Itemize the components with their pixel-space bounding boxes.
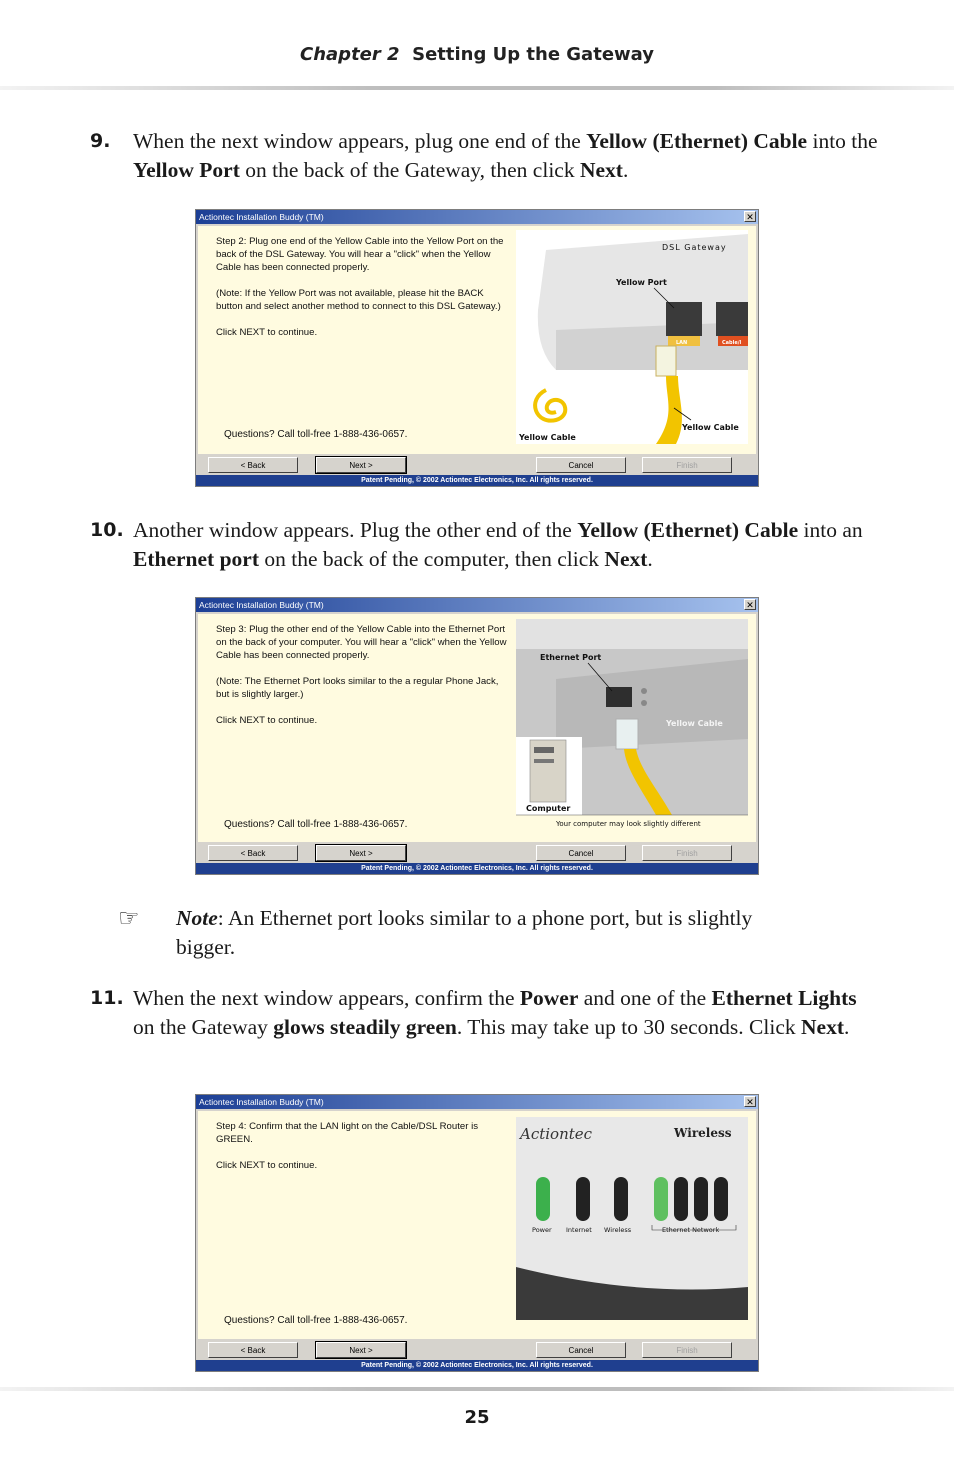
text-run: on the back of the computer, then click <box>259 547 605 571</box>
step-text <box>133 516 880 574</box>
bold-text: Yellow Port <box>133 158 240 182</box>
text-run: . <box>647 547 653 571</box>
text-run: . This may take up to 30 seconds. Click <box>456 1015 802 1039</box>
title-bar <box>196 598 758 612</box>
text-run: into the <box>807 129 878 153</box>
cable-port-label: Cable/l <box>722 340 742 346</box>
bold-text: Ethernet Lights <box>711 986 857 1010</box>
close-icon[interactable]: ✕ <box>744 211 756 222</box>
power-label: Power <box>532 1226 552 1234</box>
step-11 <box>90 984 880 1042</box>
bold-text: Ethernet port <box>133 547 259 571</box>
computer-caption: Computer <box>526 804 571 813</box>
close-icon[interactable]: ✕ <box>744 599 756 610</box>
instruction-text: Click NEXT to continue. <box>216 715 318 726</box>
dialog-body <box>198 614 756 842</box>
step-number: 10. <box>90 519 124 541</box>
model-label: Wireless <box>674 1126 732 1140</box>
bold-text: Next <box>579 158 623 182</box>
port-caption: Ethernet Port <box>540 653 602 662</box>
step-number: 11. <box>90 987 124 1009</box>
instruction-text: Click NEXT to continue. <box>216 1160 318 1171</box>
step-9 <box>90 127 880 185</box>
text-run: and one of the <box>578 986 712 1010</box>
title-bar <box>196 210 758 224</box>
brand-logo: Actiontec <box>520 1125 593 1143</box>
finish-button[interactable]: Finish <box>642 457 732 473</box>
device-label: DSL Gateway <box>662 243 727 252</box>
cancel-button[interactable]: Cancel <box>536 1342 626 1358</box>
chapter-title: Setting Up the Gateway <box>412 44 654 65</box>
instructions <box>216 235 508 352</box>
wireless-label: Wireless <box>604 1226 632 1234</box>
port-caption: Yellow Port <box>616 278 667 287</box>
installer-dialog-step-2 <box>195 209 759 487</box>
pointing-hand-icon: ☞ <box>118 904 140 932</box>
finish-button[interactable]: Finish <box>642 1342 732 1358</box>
window-title: Actiontec Installation Buddy (TM) <box>199 1097 324 1107</box>
chapter-label: Chapter 2 <box>300 44 400 65</box>
note <box>118 904 758 962</box>
bold-text: Next <box>801 1015 844 1039</box>
text-run: When the next window appears, plug one end of the <box>133 129 587 153</box>
text-run: on the Gateway <box>133 1015 274 1039</box>
back-button[interactable]: < Back <box>208 457 298 473</box>
instructions <box>216 1120 508 1185</box>
next-button[interactable]: Next > <box>316 457 406 473</box>
text-run: . <box>622 158 629 182</box>
running-header <box>0 44 954 65</box>
close-icon[interactable]: ✕ <box>744 1096 756 1107</box>
cable-caption: Yellow Cable <box>666 719 723 728</box>
network-label: Ethernet Network <box>662 1226 720 1234</box>
next-button[interactable]: Next > <box>316 1342 406 1358</box>
gateway-photo <box>516 230 748 444</box>
header-rule <box>0 86 954 90</box>
step-number: 9. <box>90 130 111 152</box>
cancel-button[interactable]: Cancel <box>536 845 626 861</box>
router-lights-photo <box>516 1117 748 1320</box>
lan-label: LAN <box>676 340 688 346</box>
bold-text: Power <box>519 986 579 1010</box>
installer-dialog-step-3 <box>195 597 759 875</box>
footnote-caption: Your computer may look slightly different <box>556 820 701 828</box>
window-title: Actiontec Installation Buddy (TM) <box>199 600 324 610</box>
instruction-text: (Note: If the Yellow Port was not available, please hit the BACK button and select another method to connect to this DSL Gateway.) <box>216 288 501 312</box>
note-label: Note <box>176 906 218 930</box>
status-bar: Patent Pending, © 2002 Actiontec Electronics, Inc. All rights reserved. <box>196 475 758 486</box>
installer-dialog-step-4 <box>195 1094 759 1372</box>
internet-label: Internet <box>566 1226 592 1234</box>
bold-text: glows steadily green <box>273 1015 457 1039</box>
back-button[interactable]: < Back <box>208 1342 298 1358</box>
support-phone: Questions? Call toll-free 1-888-436-0657. <box>224 1315 408 1326</box>
title-bar <box>196 1095 758 1109</box>
coil-caption: Yellow Cable <box>519 433 576 442</box>
computer-port-photo <box>516 619 748 829</box>
next-button[interactable]: Next > <box>316 845 406 861</box>
instruction-text: Step 2: Plug one end of the Yellow Cable into the Yellow Port on the back of the DSL Gateway. You will hear a "click" when the Yellow Cable has been connected properly. <box>216 236 504 273</box>
status-bar: Patent Pending, © 2002 Actiontec Electronics, Inc. All rights reserved. <box>196 1360 758 1371</box>
text-run: Another window appears. Plug the other end of the <box>133 518 578 542</box>
cancel-button[interactable]: Cancel <box>536 457 626 473</box>
note-body: : An Ethernet port looks similar to a phone port, but is slightly bigger. <box>176 906 753 959</box>
back-button[interactable]: < Back <box>208 845 298 861</box>
support-phone: Questions? Call toll-free 1-888-436-0657. <box>224 429 408 440</box>
page-number: 25 <box>464 1407 490 1428</box>
dialog-body <box>198 226 756 454</box>
text-run: When the next window appears, confirm the <box>133 986 520 1010</box>
window-title: Actiontec Installation Buddy (TM) <box>199 212 324 222</box>
footer-rule <box>0 1387 954 1391</box>
status-bar: Patent Pending, © 2002 Actiontec Electronics, Inc. All rights reserved. <box>196 863 758 874</box>
instructions <box>216 623 508 740</box>
text-run: . <box>844 1015 850 1039</box>
support-phone: Questions? Call toll-free 1-888-436-0657. <box>224 819 408 830</box>
instruction-text: Step 3: Plug the other end of the Yellow Cable into the Ethernet Port on the back of your computer. You will hear a "click" when the Yellow Cable has been connected properly. <box>216 624 507 661</box>
bold-text: Yellow (Ethernet) Cable <box>577 518 799 542</box>
note-text <box>176 904 758 962</box>
instruction-text: Click NEXT to continue. <box>216 327 318 338</box>
finish-button[interactable]: Finish <box>642 845 732 861</box>
text-run: on the back of the Gateway, then click <box>239 158 580 182</box>
step-text <box>133 984 880 1042</box>
step-10 <box>90 516 880 574</box>
dialog-body <box>198 1111 756 1339</box>
text-run: into an <box>798 518 863 542</box>
bold-text: Yellow (Ethernet) Cable <box>586 129 808 153</box>
instruction-text: (Note: The Ethernet Port looks similar to the a regular Phone Jack, but is slightly larger.) <box>216 676 499 700</box>
bold-text: Next <box>604 547 648 571</box>
instruction-text: Step 4: Confirm that the LAN light on the Cable/DSL Router is GREEN. <box>216 1121 479 1145</box>
step-text <box>133 127 880 185</box>
cable-caption: Yellow Cable <box>682 423 739 432</box>
